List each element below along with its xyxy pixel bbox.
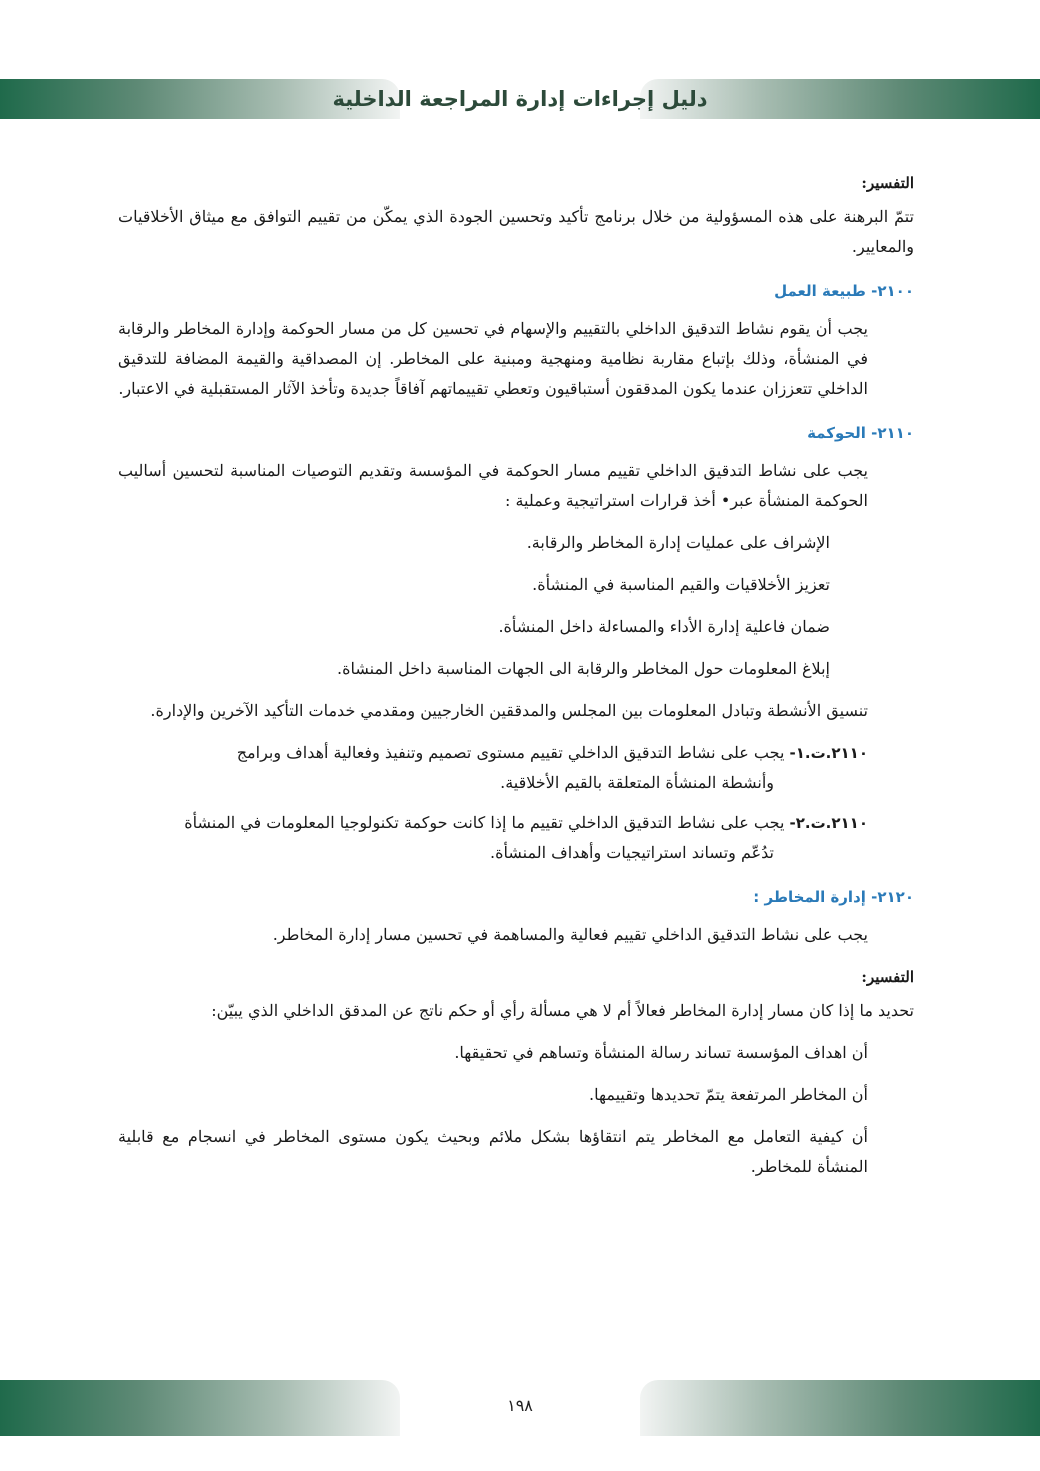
section-2120-heading: ٢١٢٠- إدارة المخاطر :	[753, 888, 914, 906]
section-2100-heading: ٢١٠٠- طبيعة العمل	[774, 282, 914, 300]
sub-item-text: يجب على نشاط التدقيق الداخلي تقييم ما إذا كانت حوكمة تكنولوجيا المعلومات في المنشأة	[184, 813, 785, 832]
sub-item-continuation: تدُعّم وتساند استراتيجيات وأهداف المنشأة.	[490, 843, 774, 862]
interpretation-label: التفسير:	[861, 968, 914, 986]
section-2110-intro: يجب على نشاط التدقيق الداخلي تقييم مسار الحوكمة في المؤسسة وتقديم التوصيات المناسبة لتحسين أساليب الحوكمة المنشأة عبر• أخذ قرارات استراتيجية وعملية :	[118, 461, 868, 510]
interpretation-text: تتمّ البرهنة على هذه المسؤولية من خلال برنامج تأكيد وتحسين الجودة الذي يمكّن من تقييم التوافق مع ميثاق الأخلاقيات والمعايير.	[118, 207, 915, 256]
list-item: أن اهداف المؤسسة تساند رسالة المنشأة وتساهم في تحقيقها.	[454, 1043, 868, 1062]
interpretation-label: التفسير:	[861, 174, 914, 192]
list-item: أن المخاطر المرتفعة يتمّ تحديدها وتقييمها.	[589, 1085, 868, 1104]
list-item: ضمان فاعلية إدارة الأداء والمساءلة داخل المنشأة.	[498, 617, 830, 636]
section-2100-text: يجب أن يقوم نشاط التدقيق الداخلي بالتقييم والإسهام في تحسين كل من مسار الحوكمة وإدارة المخاطر والرقابة في المنشأة، وذلك بإتباع مقاربة نظامية ومنهجية ومبنية على المخاطر. إن المصداقية والقيمة المضافة للتدقيق الداخلي تتعززان عندما يكون المدققون أستباقيون وتعطي تقييماتهم آفاقاً جديدة وتأخذ الآثار المستقبلية في الاعتبار.	[118, 319, 868, 398]
document-title: دليل إجراءات إدارة المراجعة الداخلية	[332, 87, 708, 111]
section-2120-text: يجب على نشاط التدقيق الداخلي تقييم فعالية والمساهمة في تحسين مسار إدارة المخاطر.	[272, 925, 868, 944]
interpretation-text: تحديد ما إذا كان مسار إدارة المخاطر فعالاً أم لا هي مسألة رأي أو حكم ناتج عن المدقق الداخلي الذي يبيّن:	[211, 1001, 914, 1020]
page-number: ١٩٨	[507, 1396, 533, 1415]
sub-item-2110-1	[118, 738, 868, 798]
list-item: أن كيفية التعامل مع المخاطر يتم انتقاؤها بشكل ملائم وبحيث يكون مستوى المخاطر في انسجام مع قابلية المنشأة للمخاطر.	[118, 1127, 868, 1176]
list-item: تنسيق الأنشطة وتبادل المعلومات بين المجلس والمدققين الخارجيين ومقدمي خدمات التأكيد الآخرين والإدارة.	[150, 701, 868, 720]
list-item: الإشراف على عمليات إدارة المخاطر والرقابة.	[526, 533, 830, 552]
page-content	[118, 168, 914, 1194]
sub-item-number: ٢١١٠.ت.١-	[789, 744, 868, 762]
sub-item-continuation: وأنشطة المنشأة المتعلقة بالقيم الأخلاقية.	[500, 773, 774, 792]
sub-item-text: يجب على نشاط التدقيق الداخلي تقييم مستوى تصميم وتنفيذ وفعالية أهداف وبرامج	[236, 743, 785, 762]
list-item: تعزيز الأخلاقيات والقيم المناسبة في المنشأة.	[532, 575, 830, 594]
section-2110-heading: ٢١١٠- الحوكمة	[807, 424, 914, 442]
sub-item-number: ٢١١٠.ت.٢-	[789, 814, 868, 832]
list-item: إبلاغ المعلومات حول المخاطر والرقابة الى الجهات المناسبة داخل المنشاة.	[337, 659, 830, 678]
sub-item-2110-2	[118, 808, 868, 868]
